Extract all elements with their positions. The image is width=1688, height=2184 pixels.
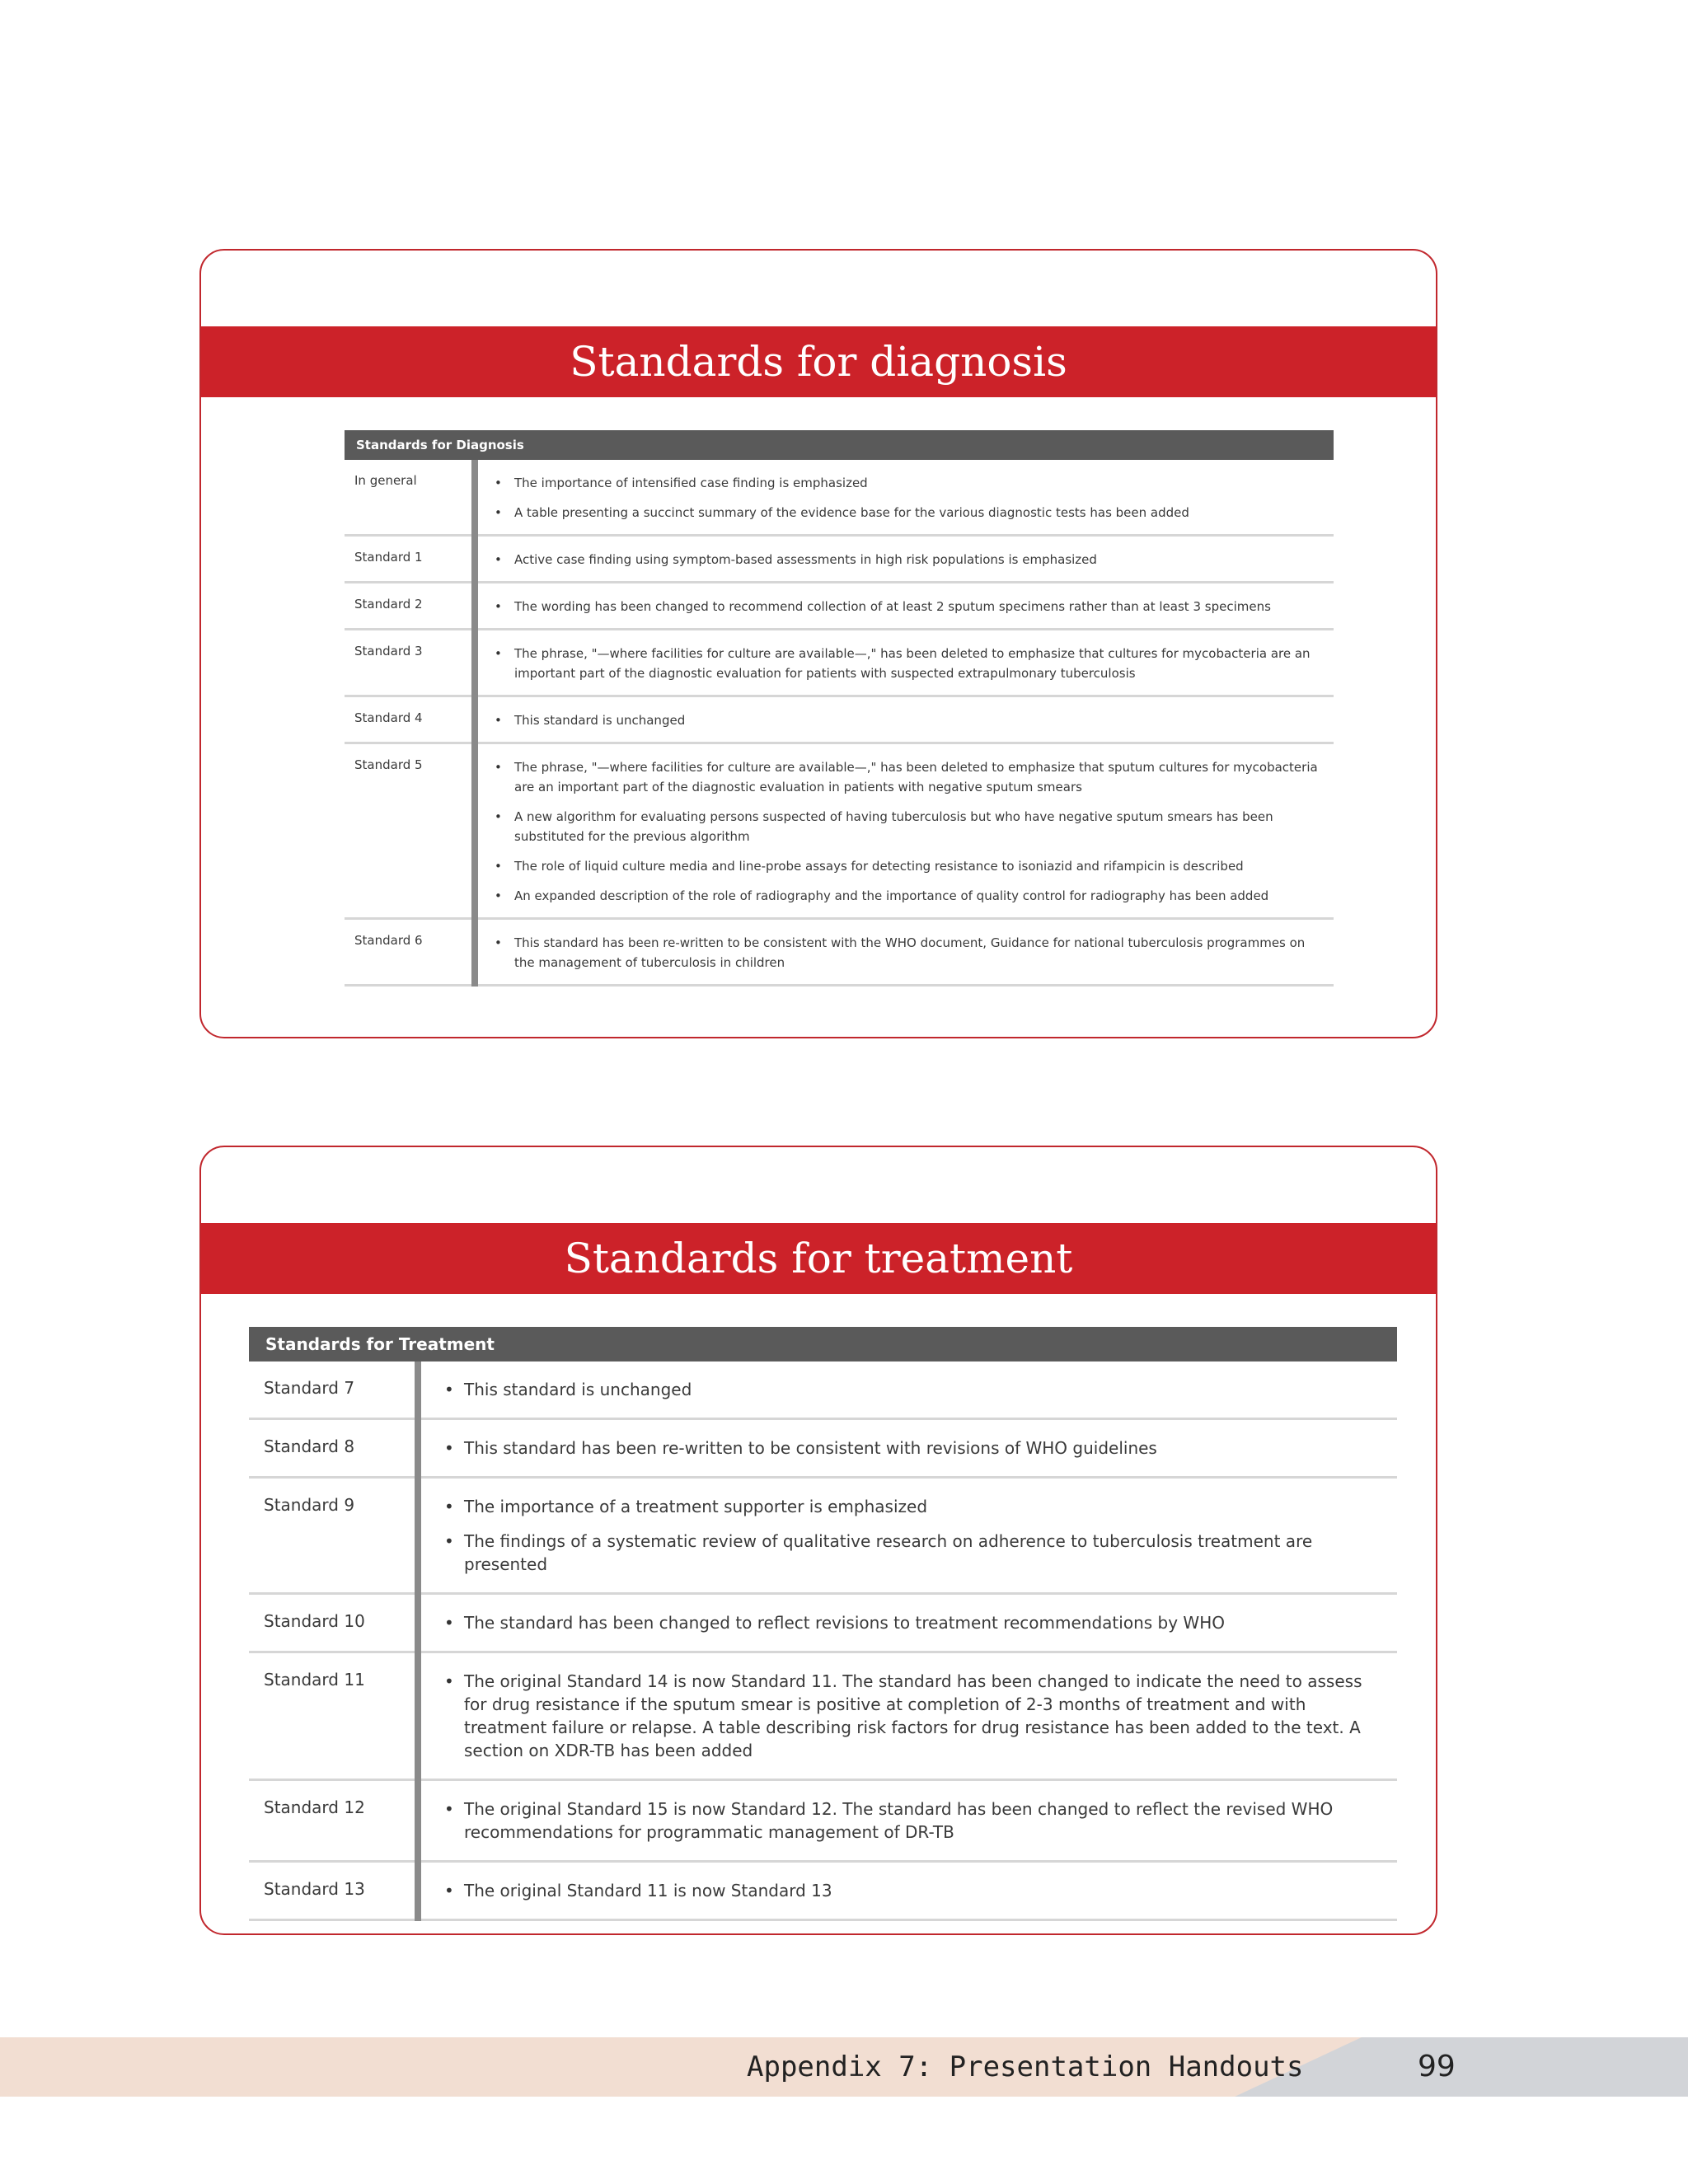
- bullet-list: [464, 1797, 1381, 1844]
- table-row: [345, 919, 1334, 986]
- row-label: Standard 10: [249, 1594, 418, 1652]
- row-label: Standard 1: [345, 536, 475, 583]
- row-label: Standard 9: [249, 1478, 418, 1594]
- row-content: [475, 460, 1334, 536]
- treatment-standards-table: [249, 1327, 1397, 1921]
- bullet-item: • This standard has been re-written to be consistent with revisions of WHO guidelines: [464, 1436, 1381, 1460]
- bullet-item: • This standard is unchanged: [464, 1378, 1381, 1401]
- row-content: [475, 696, 1334, 743]
- bullet-list: [464, 1670, 1381, 1762]
- row-content: [418, 1419, 1397, 1478]
- row-label: Standard 5: [345, 743, 475, 919]
- row-label: Standard 8: [249, 1419, 418, 1478]
- row-content: [475, 919, 1334, 986]
- bullet-list: [514, 644, 1322, 683]
- row-content: [418, 1652, 1397, 1780]
- row-label: In general: [345, 460, 475, 536]
- table-row: [345, 696, 1334, 743]
- table-row: [345, 536, 1334, 583]
- table-row: [345, 460, 1334, 536]
- row-content: [418, 1478, 1397, 1594]
- table-row: [249, 1652, 1397, 1780]
- row-label: Standard 12: [249, 1780, 418, 1862]
- bullet-item: • The wording has been changed to recommend collection of at least 2 sputum specimens rather than at least 3 specimens: [514, 597, 1322, 616]
- table-row: [249, 1419, 1397, 1478]
- bullet-list: [514, 550, 1322, 569]
- bullet-item: • The original Standard 11 is now Standard 13: [464, 1879, 1381, 1902]
- row-content: [475, 536, 1334, 583]
- bullet-list: [464, 1436, 1381, 1460]
- bullet-list: [514, 933, 1322, 972]
- bullet-item: • The phrase, "—where facilities for culture are available—," has been deleted to emphasize that sputum cultures for mycobacteria are an important part of the diagnostic evaluation in patients with negative sputum smears: [514, 757, 1322, 797]
- bullet-item: • A table presenting a succinct summary of the evidence base for the various diagnostic tests has been added: [514, 503, 1322, 523]
- page-footer: [0, 2037, 1688, 2097]
- bullet-list: [514, 597, 1322, 616]
- bullet-item: • The phrase, "—where facilities for culture are available—," has been deleted to emphasize that cultures for mycobacteria are an important part of the diagnostic evaluation for patients with suspected extrapulmonary tuberculosis: [514, 644, 1322, 683]
- bullet-list: [464, 1611, 1381, 1634]
- bullet-item: • A new algorithm for evaluating persons suspected of having tuberculosis but who have negative sputum smears has been substituted for the previous algorithm: [514, 807, 1322, 846]
- row-label: Standard 11: [249, 1652, 418, 1780]
- bullet-item: • The importance of intensified case finding is emphasized: [514, 473, 1322, 493]
- page-number: 99: [1418, 2050, 1456, 2083]
- row-label: Standard 6: [345, 919, 475, 986]
- row-content: [418, 1862, 1397, 1920]
- bullet-list: [514, 757, 1322, 906]
- bullet-item: • The standard has been changed to reflect revisions to treatment recommendations by WHO: [464, 1611, 1381, 1634]
- table-row: [345, 743, 1334, 919]
- row-content: [475, 743, 1334, 919]
- table-row: [249, 1361, 1397, 1419]
- bullet-item: • This standard is unchanged: [514, 710, 1322, 730]
- bullet-item: • An expanded description of the role of radiography and the importance of quality control for radiography has been added: [514, 886, 1322, 906]
- row-content: [418, 1361, 1397, 1419]
- bullet-item: • The findings of a systematic review of qualitative research on adherence to tuberculosis treatment are presented: [464, 1530, 1381, 1576]
- row-label: Standard 4: [345, 696, 475, 743]
- slide-title: Standards for treatment: [201, 1223, 1436, 1294]
- table-header: Standards for Treatment: [249, 1327, 1397, 1361]
- table-header: Standards for Diagnosis: [345, 430, 1334, 460]
- bullet-list: [464, 1495, 1381, 1576]
- row-content: [418, 1594, 1397, 1652]
- bullet-list: [464, 1378, 1381, 1401]
- row-content: [475, 630, 1334, 696]
- bullet-item: • The original Standard 15 is now Standard 12. The standard has been changed to reflect the revised WHO recommendations for programmatic management of DR-TB: [464, 1797, 1381, 1844]
- bullet-list: [464, 1879, 1381, 1902]
- table-row: [345, 583, 1334, 630]
- table-row: [249, 1594, 1397, 1652]
- slide-diagnosis: [199, 249, 1437, 1038]
- diagnosis-standards-table: [345, 430, 1334, 987]
- row-label: Standard 2: [345, 583, 475, 630]
- bullet-list: [514, 473, 1322, 523]
- table-row: [345, 630, 1334, 696]
- row-content: [418, 1780, 1397, 1862]
- bullet-item: • The original Standard 14 is now Standard 11. The standard has been changed to indicate the need to assess for drug resistance if the sputum smear is positive at completion of 2-3 months of treatment and with treatment failure or relapse. A table describing risk factors for drug resistance has been added to the text. A section on XDR-TB has been added: [464, 1670, 1381, 1762]
- bullet-list: [514, 710, 1322, 730]
- bullet-item: • This standard has been re-written to be consistent with the WHO document, Guidance for national tuberculosis programmes on the management of tuberculosis in children: [514, 933, 1322, 972]
- row-label: Standard 3: [345, 630, 475, 696]
- slide-treatment: [199, 1146, 1437, 1935]
- footer-title: Appendix 7: Presentation Handouts: [747, 2050, 1304, 2083]
- bullet-item: • Active case finding using symptom-based assessments in high risk populations is emphasized: [514, 550, 1322, 569]
- table-row: [249, 1862, 1397, 1920]
- bullet-item: • The role of liquid culture media and line-probe assays for detecting resistance to isoniazid and rifampicin is described: [514, 856, 1322, 876]
- row-label: Standard 13: [249, 1862, 418, 1920]
- table-row: [249, 1478, 1397, 1594]
- bullet-item: • The importance of a treatment supporter is emphasized: [464, 1495, 1381, 1518]
- table-row: [249, 1780, 1397, 1862]
- row-content: [475, 583, 1334, 630]
- slide-title: Standards for diagnosis: [201, 326, 1436, 397]
- row-label: Standard 7: [249, 1361, 418, 1419]
